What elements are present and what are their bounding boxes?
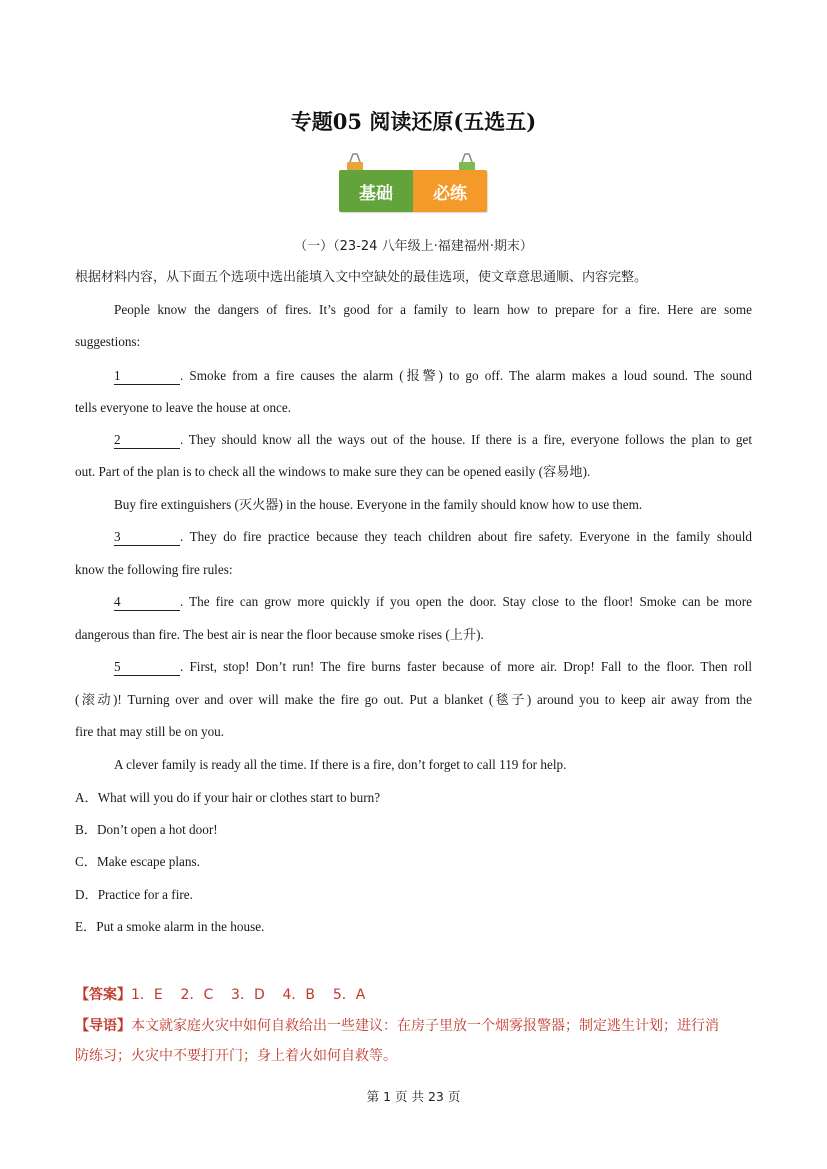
- blank-5: 5: [114, 659, 180, 676]
- passage-text: . They should know all the ways out of the house. If there is a fire, everyone follows the plan to get: [180, 432, 752, 447]
- page-footer: 第 1 页 共 23 页: [366, 1089, 461, 1104]
- option-b: B．Don’t open a hot door!: [75, 822, 218, 837]
- page-title: 专题05 阅读还原(五选五): [290, 109, 537, 134]
- passage-line: know the following fire rules:: [75, 562, 233, 577]
- passage-line: A clever family is ready all the time. If there is a fire, don’t forget to call 119 for help.: [114, 757, 567, 772]
- badge-box: [339, 170, 487, 212]
- section-badge: [339, 152, 489, 216]
- blank-3: 3: [114, 529, 180, 546]
- blank-1: 1: [114, 368, 180, 385]
- answer-line: [75, 984, 365, 1004]
- passage-line: [114, 527, 752, 547]
- passage-line: People know the dangers of fires. It’s good for a family to learn how to prepare for a fire. Here are some: [114, 302, 752, 317]
- passage-line: [114, 430, 752, 450]
- passage-line: [114, 366, 752, 386]
- badge-left-label: 基础: [339, 170, 413, 212]
- badge-right-label: 必练: [413, 170, 487, 212]
- passage-text: . Smoke from a fire causes the alarm (报警) to go off. The alarm makes a loud sound. The sound: [180, 368, 752, 383]
- question-source: （一）（23-24 八年级上·福建福州·期末）: [294, 239, 533, 254]
- answer-text: 1．E 2．C 3．D 4．B 5．A: [131, 987, 366, 1003]
- passage-line: [114, 592, 752, 612]
- instruction-text: 根据材料内容，从下面五个选项中选出能填入文中空缺处的最佳选项，使文章意思通顺、内容完整。: [75, 270, 648, 285]
- guide-text: 本文就家庭火灾中如何自救给出一些建议：在房子里放一个烟雾报警器；制定逃生计划；进行消: [131, 1018, 719, 1034]
- blank-4: 4: [114, 594, 180, 611]
- guide-line: 防练习；火灾中不要打开门；身上着火如何自救等。: [75, 1048, 397, 1064]
- option-c: C．Make escape plans.: [75, 854, 200, 869]
- passage-line: [114, 657, 752, 677]
- passage-text: . The fire can grow more quickly if you open the door. Stay close to the floor! Smoke can be more: [180, 594, 752, 609]
- option-a: A．What will you do if your hair or clothes start to burn?: [75, 790, 381, 805]
- blank-2: 2: [114, 432, 180, 449]
- passage-line: dangerous than fire. The best air is near the floor because smoke rises (上升).: [75, 627, 484, 642]
- passage-text: . They do fire practice because they teach children about fire safety. Everyone in the family should: [180, 529, 752, 544]
- passage-text: . First, stop! Don’t run! The fire burns faster because of more air. Drop! Fall to the floor. Then roll: [180, 659, 752, 674]
- answer-tag: 【答案】: [75, 987, 131, 1003]
- guide-line: [75, 1016, 753, 1036]
- passage-line: out. Part of the plan is to check all the windows to make sure they can be opened easily (容易地).: [75, 464, 591, 479]
- passage-line: Buy fire extinguishers (灭火器) in the house. Everyone in the family should know how to use them.: [114, 497, 643, 512]
- option-e: E．Put a smoke alarm in the house.: [75, 919, 265, 934]
- passage-line: (滚动)! Turning over and over will make the fire go out. Put a blanket (毯子) around you to keep air away from the: [75, 692, 752, 707]
- guide-tag: 【导语】: [75, 1018, 131, 1034]
- passage-line: fire that may still be on you.: [75, 724, 225, 739]
- passage-line: tells everyone to leave the house at once.: [75, 400, 292, 415]
- passage-line: suggestions:: [75, 334, 141, 349]
- option-d: D．Practice for a fire.: [75, 887, 193, 902]
